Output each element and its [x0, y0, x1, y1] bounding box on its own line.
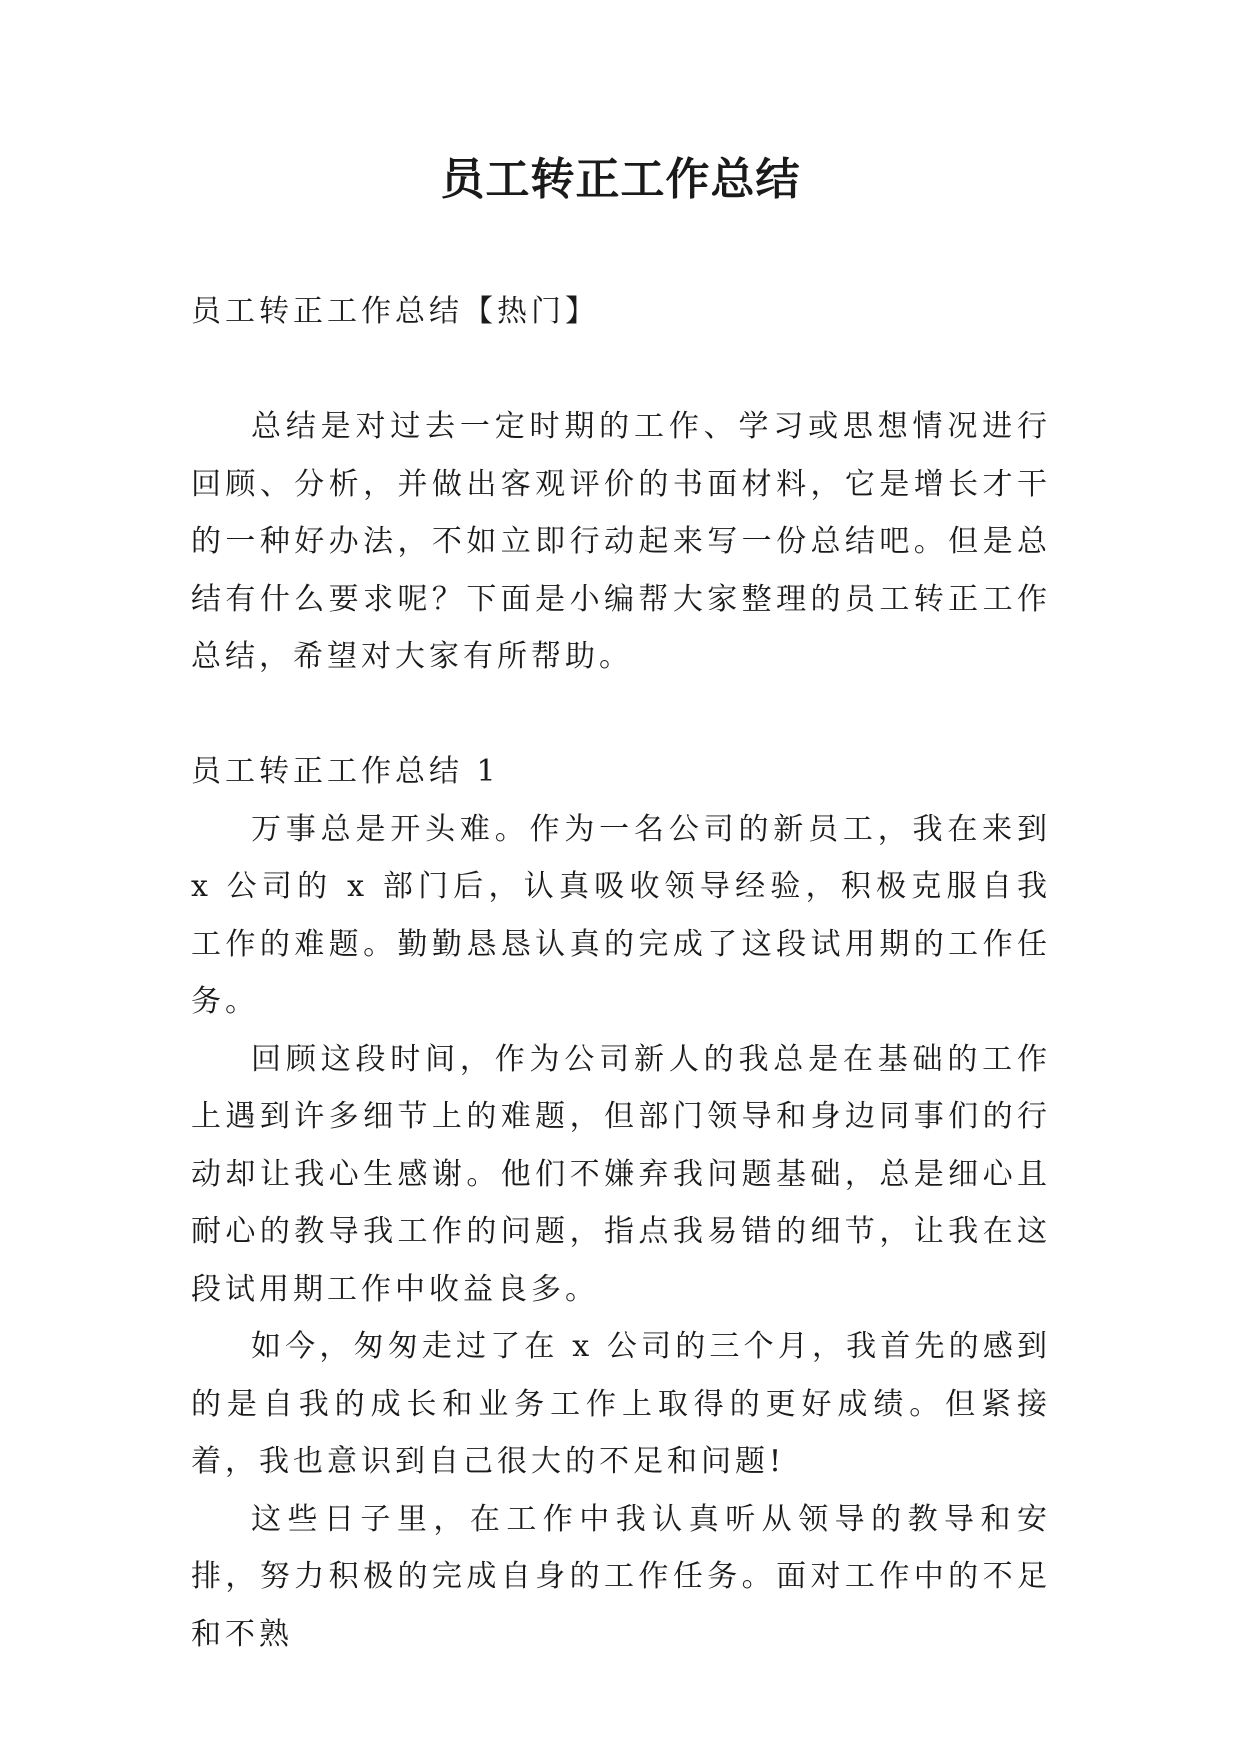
- section-heading: 员工转正工作总结 1: [191, 754, 500, 789]
- body-paragraph: 回顾这段时间，作为公司新人的我总是在基础的工作上遇到许多细节上的难题，但部门领导和身边同事们的行动却让我心生感谢。他们不嫌弃我问题基础，总是细心且耐心的教导我工作的问题，指点我易错的细节，让我在这段试用期工作中收益良多。: [191, 1041, 1051, 1307]
- body-paragraph: 如今，匆匆走过了在 x 公司的三个月，我首先的感到的是自我的成长和业务工作上取得的更好成绩。但紧接着，我也意识到自己很大的不足和问题!: [191, 1329, 1051, 1479]
- spacer: [191, 341, 1051, 399]
- document-subtitle: 员工转正工作总结【热门】: [191, 294, 599, 329]
- body-paragraph: 这些日子里，在工作中我认真听从领导的教导和安排，努力积极的完成自身的工作任务。面对工作中的不足和不熟: [191, 1501, 1051, 1652]
- document-body: [191, 283, 1051, 1663]
- intro-paragraph: 总结是对过去一定时期的工作、学习或思想情况进行回顾、分析，并做出客观评价的书面材料，它是增长才干的一种好办法，不如立即行动起来写一份总结吧。但是总结有什么要求呢？下面是小编帮大家整理的员工转正工作总结，希望对大家有所帮助。: [191, 409, 1051, 674]
- body-paragraph: 万事总是开头难。作为一名公司的新员工，我在来到 x 公司的 x 部门后，认真吸收领导经验，积极克服自我工作的难题。勤勤恳恳认真的完成了这段试用期的工作任务。: [191, 811, 1051, 1019]
- spacer: [191, 686, 1051, 744]
- document-title: 员工转正工作总结: [440, 154, 801, 205]
